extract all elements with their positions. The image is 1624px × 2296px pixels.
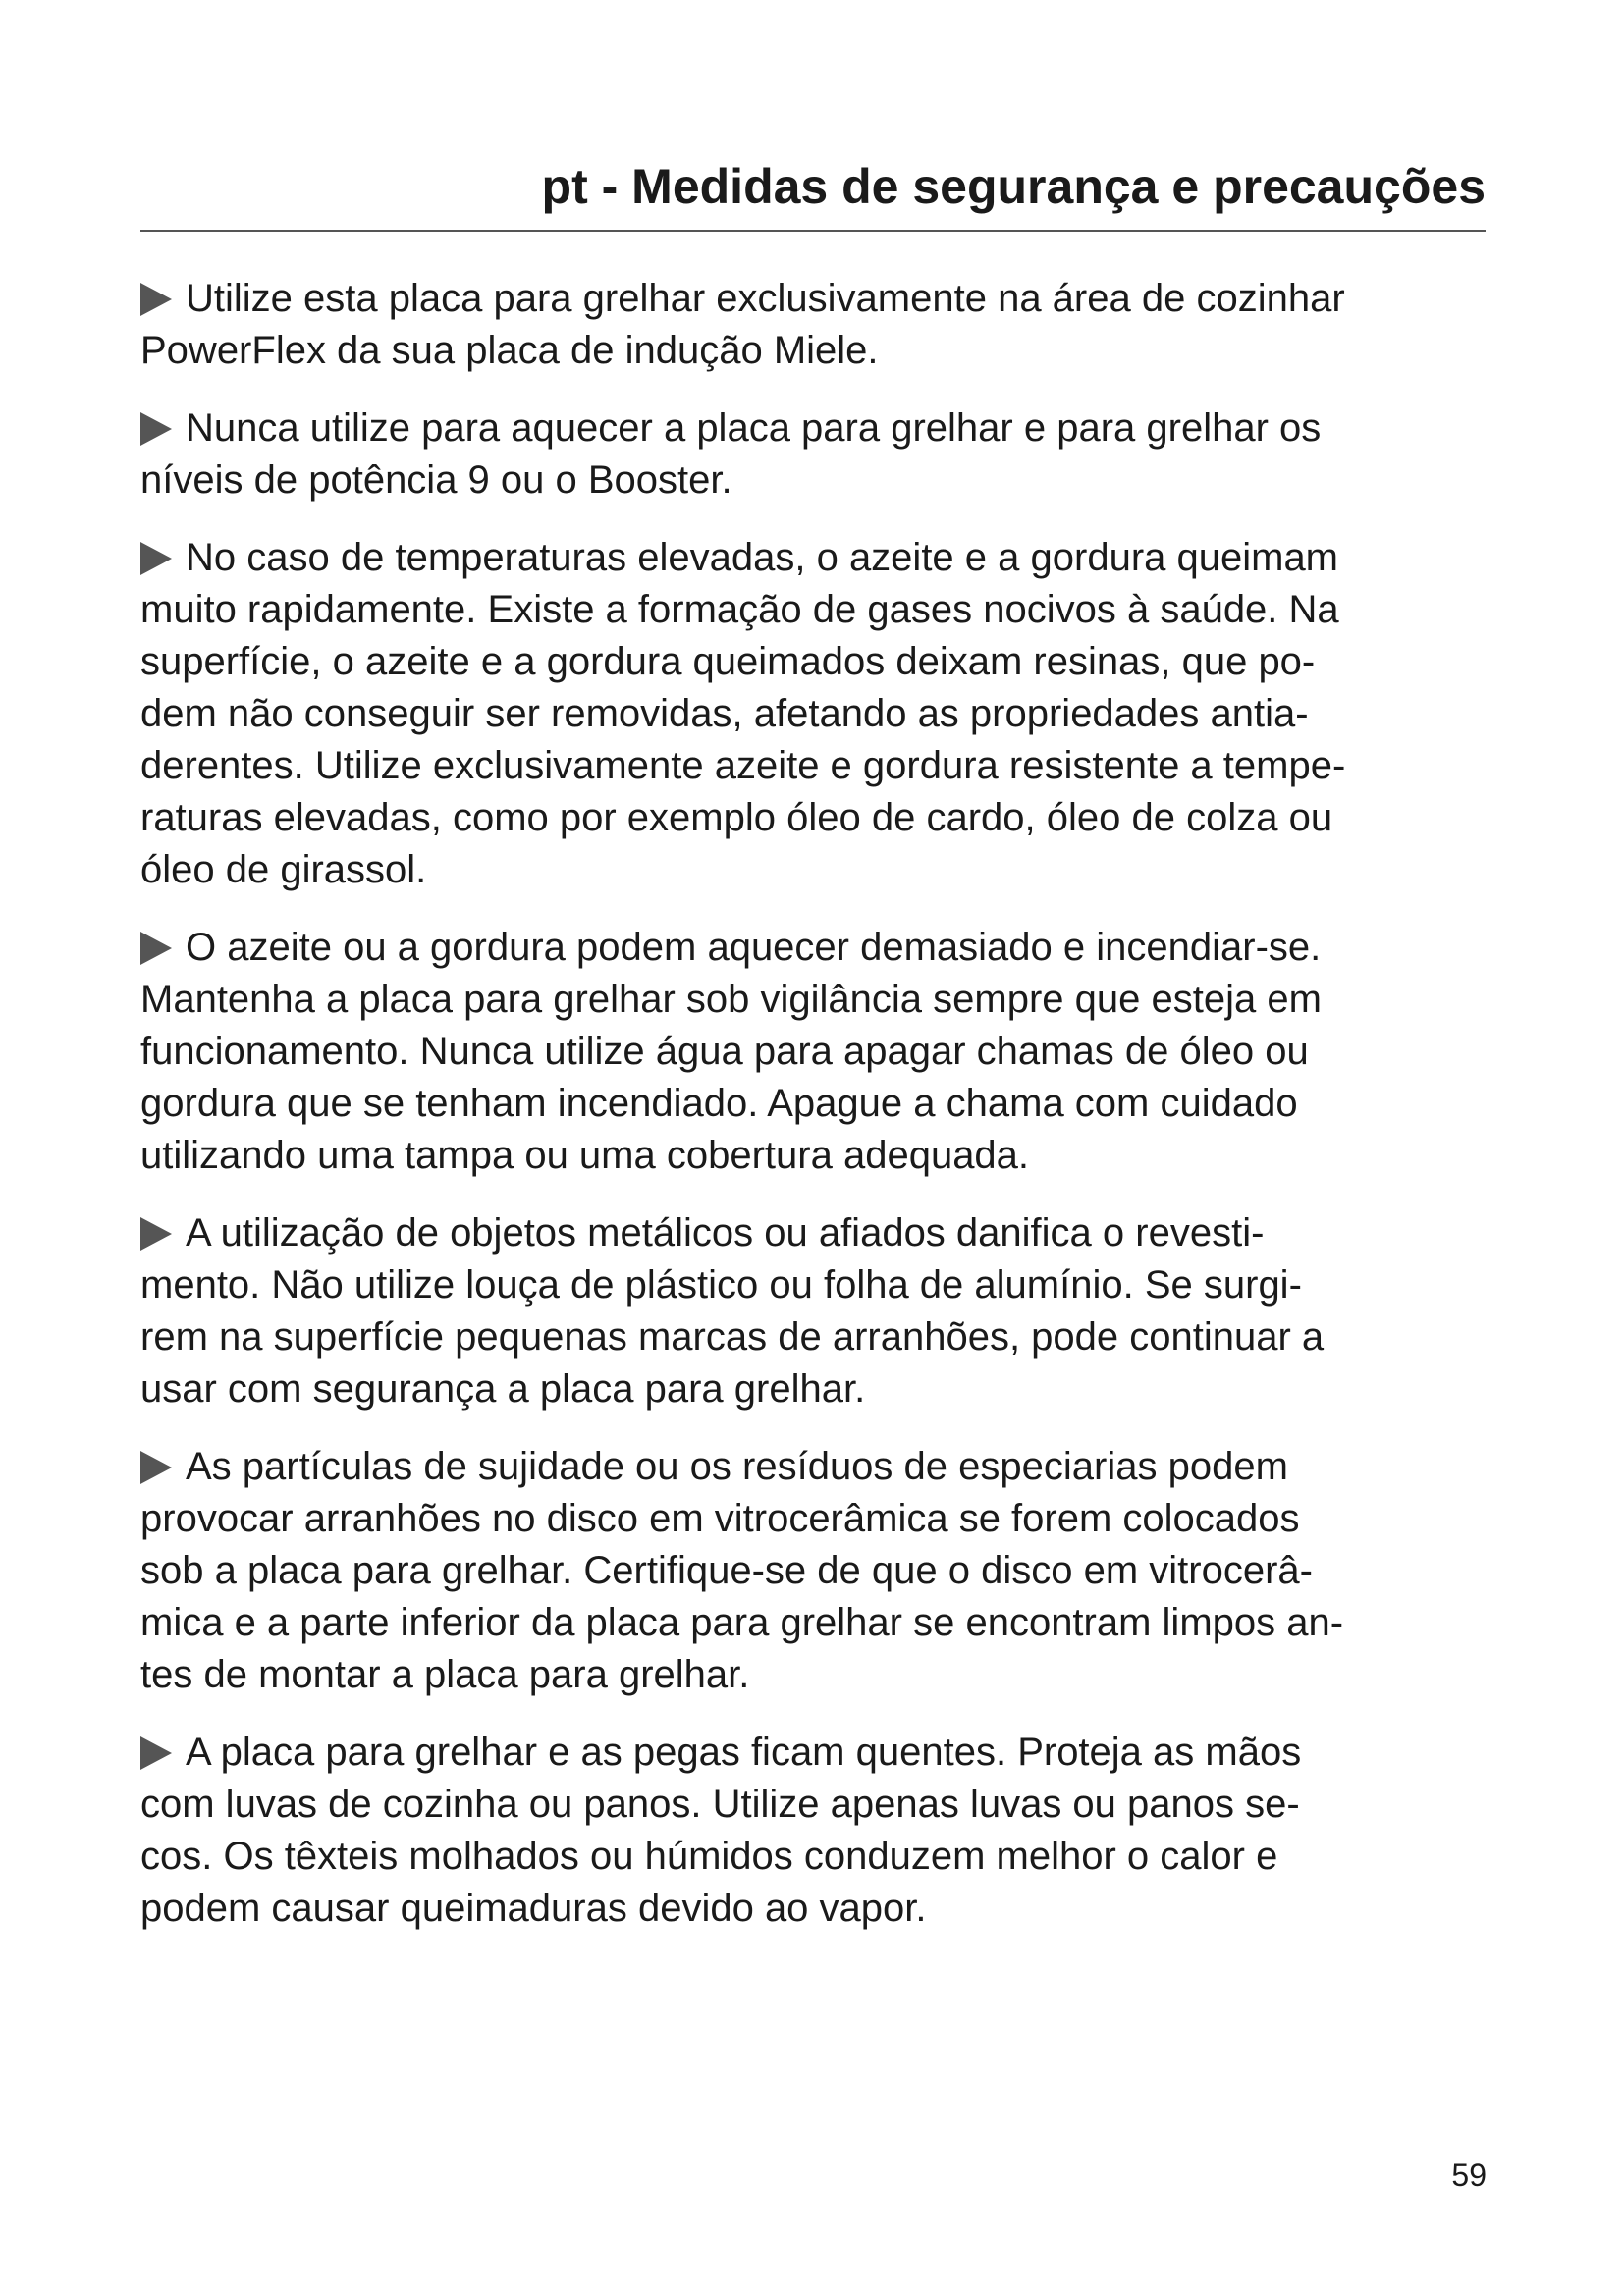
paragraph-line: rem na superfície pequenas marcas de arranhões, pode continuar a bbox=[140, 1315, 1325, 1359]
safety-paragraph bbox=[140, 402, 1486, 507]
paragraph-line: As partículas de sujidade ou os resíduos de especiarias podem bbox=[140, 1441, 1486, 1493]
paragraph-line: provocar arranhões no disco em vitrocerâmica se forem colocados bbox=[140, 1497, 1300, 1540]
safety-instructions bbox=[140, 273, 1486, 1960]
page-title: pt - Medidas de segurança e precauções bbox=[541, 159, 1486, 214]
triangle-right-icon bbox=[140, 1451, 172, 1484]
triangle-right-icon bbox=[140, 1217, 172, 1251]
paragraph-line: Utilize esta placa para grelhar exclusivamente na área de cozinhar bbox=[140, 273, 1486, 325]
paragraph-line: com luvas de cozinha ou panos. Utilize apenas luvas ou panos se- bbox=[140, 1783, 1300, 1826]
paragraph-line: usar com segurança a placa para grelhar. bbox=[140, 1367, 866, 1411]
safety-paragraph bbox=[140, 1207, 1486, 1415]
safety-paragraph bbox=[140, 273, 1486, 377]
paragraph-line: No caso de temperaturas elevadas, o azeite e a gordura queimam bbox=[140, 532, 1486, 584]
page-header bbox=[140, 149, 1486, 232]
paragraph-line: A utilização de objetos metálicos ou afiados danifica o revesti- bbox=[140, 1207, 1486, 1259]
triangle-right-icon bbox=[140, 283, 172, 316]
paragraph-line: superfície, o azeite e a gordura queimados deixam resinas, que po- bbox=[140, 640, 1316, 683]
paragraph-line: Mantenha a placa para grelhar sob vigilância sempre que esteja em bbox=[140, 978, 1322, 1021]
safety-paragraph bbox=[140, 922, 1486, 1182]
paragraph-line: tes de montar a placa para grelhar. bbox=[140, 1653, 750, 1696]
safety-paragraph bbox=[140, 1441, 1486, 1701]
paragraph-line: sob a placa para grelhar. Certifique-se de que o disco em vitrocerâ- bbox=[140, 1549, 1313, 1592]
triangle-right-icon bbox=[140, 412, 172, 446]
paragraph-line: dem não conseguir ser removidas, afetando as propriedades antia- bbox=[140, 692, 1309, 735]
safety-paragraph bbox=[140, 532, 1486, 896]
paragraph-line: funcionamento. Nunca utilize água para apagar chamas de óleo ou bbox=[140, 1030, 1309, 1073]
paragraph-line: derentes. Utilize exclusivamente azeite e gordura resistente a tempe- bbox=[140, 744, 1346, 787]
paragraph-line: Nunca utilize para aquecer a placa para grelhar e para grelhar os bbox=[140, 402, 1486, 454]
triangle-right-icon bbox=[140, 1736, 172, 1770]
paragraph-line: mento. Não utilize louça de plástico ou folha de alumínio. Se surgi- bbox=[140, 1263, 1302, 1307]
triangle-right-icon bbox=[140, 932, 172, 965]
paragraph-line: níveis de potência 9 ou o Booster. bbox=[140, 458, 732, 502]
paragraph-line: A placa para grelhar e as pegas ficam quentes. Proteja as mãos bbox=[140, 1727, 1486, 1779]
paragraph-line: podem causar queimaduras devido ao vapor. bbox=[140, 1887, 927, 1930]
paragraph-line: mica e a parte inferior da placa para grelhar se encontram limpos an- bbox=[140, 1601, 1344, 1644]
paragraph-line: muito rapidamente. Existe a formação de gases nocivos à saúde. Na bbox=[140, 588, 1339, 631]
paragraph-line: O azeite ou a gordura podem aquecer demasiado e incendiar-se. bbox=[140, 922, 1486, 974]
paragraph-line: óleo de girassol. bbox=[140, 848, 427, 891]
safety-paragraph bbox=[140, 1727, 1486, 1935]
paragraph-line: utilizando uma tampa ou uma cobertura adequada. bbox=[140, 1134, 1030, 1177]
paragraph-line: raturas elevadas, como por exemplo óleo de cardo, óleo de colza ou bbox=[140, 796, 1333, 839]
triangle-right-icon bbox=[140, 542, 172, 575]
page-number: 59 bbox=[1451, 2158, 1487, 2193]
paragraph-line: cos. Os têxteis molhados ou húmidos conduzem melhor o calor e bbox=[140, 1835, 1278, 1878]
paragraph-line: gordura que se tenham incendiado. Apague a chama com cuidado bbox=[140, 1082, 1298, 1125]
paragraph-line: PowerFlex da sua placa de indução Miele. bbox=[140, 329, 879, 372]
